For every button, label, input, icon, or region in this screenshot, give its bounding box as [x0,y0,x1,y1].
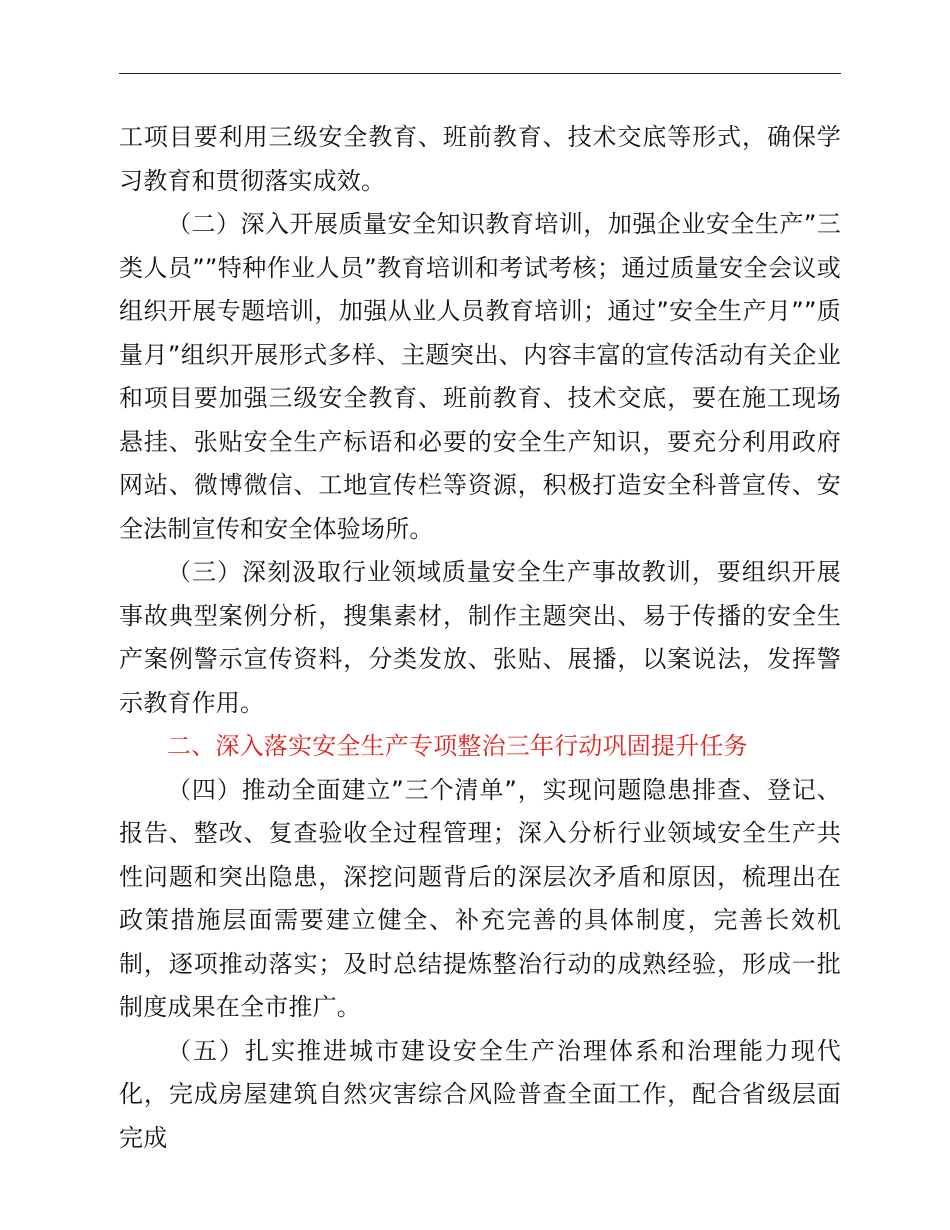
header-rule [119,73,841,74]
document-body [119,116,841,1160]
paragraph-item-2: （二）深入开展质量安全知识教育培训，加强企业安全生产”三类人员””特种作业人员”教育培训和考试考核；通过质量安全会议或组织开展专题培训，加强从业人员教育培训；通过”安全生产月””质量月”组织开展形式多样、主题突出、内容丰富的宣传活动有关企业和项目要加强三级安全教育、班前教育、技术交底，要在施工现场悬挂、张贴安全生产标语和必要的安全生产知识，要充分利用政府网站、微博微信、工地宣传栏等资源，积极打造安全科普宣传、安全法制宣传和安全体验场所。 [119,210,841,543]
section-heading-2: 二、深入落实安全生产专项整治三年行动巩固提升任务 [167,732,748,760]
paragraph-item-3: （三）深刻汲取行业领域质量安全生产事故教训，要组织开展事故典型案例分析，搜集素材，制作主题突出、易于传播的安全生产案例警示宣传资料，分类发放、张贴、展播，以案说法，发挥警示教育作用。 [119,558,841,717]
paragraph-item-5: （五）扎实推进城市建设安全生产治理体系和治理能力现代化，完成房屋建筑自然灾害综合风险普查全面工作，配合省级层面完成 [119,1036,841,1152]
paragraph-continuation: 工项目要利用三级安全教育、班前教育、技术交底等形式，确保学习教育和贯彻落实成效。 [119,123,841,195]
paragraph-item-4: （四）推动全面建立”三个清单”，实现问题隐患排查、登记、报告、整改、复查验收全过程管理；深入分析行业领域安全生产共性问题和突出隐患，深挖问题背后的深层次矛盾和原因，梳理出在政策措施层面需要建立健全、补充完善的具体制度，完善长效机制，逐项推动落实；及时总结提炼整治行动的成熟经验，形成一批制度成果在全市推广。 [119,775,841,1021]
